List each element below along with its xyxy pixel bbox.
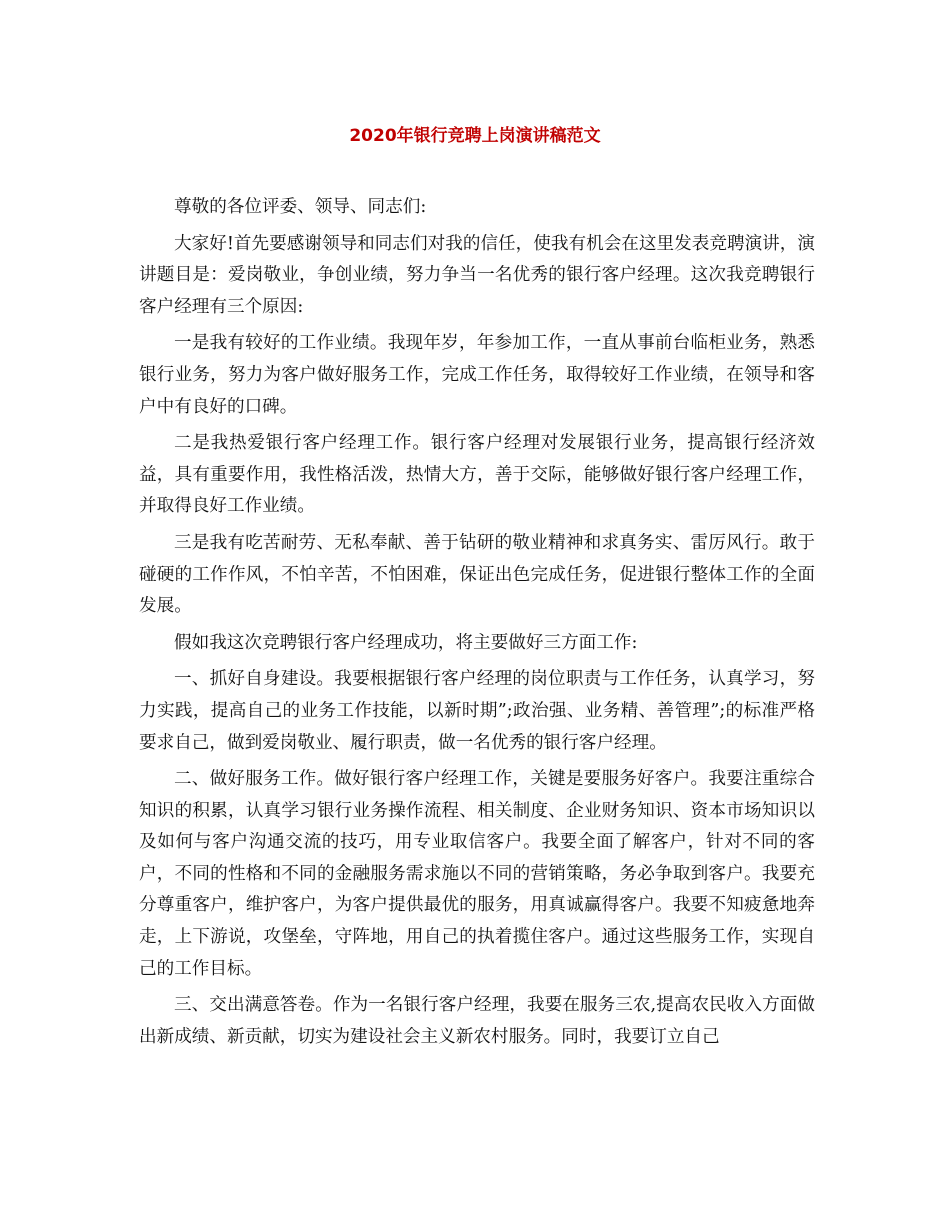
salutation-paragraph: 尊敬的各位评委、领导、同志们: — [174, 197, 427, 217]
plan-one-paragraph: 一、抓好自身建设。我要根据银行客户经理的岗位职责与工作任务，认真学习，努力实践，提高自己的业务工作技能，以新时期”;政治强、业务精、善管理”;的标准严格要求自己，做到爱岗敬业、履行职责，做一名优秀的银行客户经理。 — [139, 669, 815, 753]
plan-intro-paragraph: 假如我这次竞聘银行客户经理成功，将主要做好三方面工作: — [174, 632, 638, 653]
opening-paragraph: 大家好!首先要感谢领导和同志们对我的信任，使我有机会在这里发表竞聘演讲，演讲题目是：爱岗敬业，争创业绩，努力争当一名优秀的银行客户经理。这次我竞聘银行客户经理有三个原因: — [139, 233, 815, 317]
document-title: 2020年银行竞聘上岗演讲稿范文 — [349, 126, 601, 146]
reason-one-paragraph: 一是我有较好的工作业绩。我现年岁，年参加工作，一直从事前台临柜业务，熟悉银行业务，努力为客户做好服务工作，完成工作任务，取得较好工作业绩，在领导和客户中有良好的口碑。 — [139, 333, 815, 417]
reason-two-paragraph: 二是我热爱银行客户经理工作。银行客户经理对发展银行业务，提高银行经济效益，具有重要作用，我性格活泼，热情大方，善于交际，能够做好银行客户经理工作，并取得良好工作业绩。 — [139, 433, 815, 517]
document-body — [139, 192, 815, 1058]
reason-three-paragraph: 三是我有吃苦耐劳、无私奉献、善于钻研的敬业精神和求真务实、雷厉风行。敢于碰硬的工作作风，不怕辛苦，不怕困难，保证出色完成任务，促进银行整体工作的全面发展。 — [139, 532, 815, 617]
plan-two-paragraph: 二、做好服务工作。做好银行客户经理工作，关键是要服务好客户。我要注重综合知识的积累，认真学习银行业务操作流程、相关制度、企业财务知识、资本市场知识以及如何与客户沟通交流的技巧，用专业取信客户。我要全面了解客户，针对不同的客户，不同的性格和不同的金融服务需求施以不同的营销策略，务必争取到客户。我要充分尊重客户，维护客户，为客户提供最优的服务，用真诚赢得客户。我要不知疲惫地奔走，上下游说，攻堡垒，守阵地，用自己的执着揽住客户。通过这些服务工作，实现自己的工作目标。 — [139, 769, 815, 979]
plan-three-paragraph: 三、交出满意答卷。作为一名银行客户经理，我要在服务三农,提高农民收入方面做出新成绩、新贡献，切实为建设社会主义新农村服务。同时，我要订立自己 — [139, 995, 815, 1047]
